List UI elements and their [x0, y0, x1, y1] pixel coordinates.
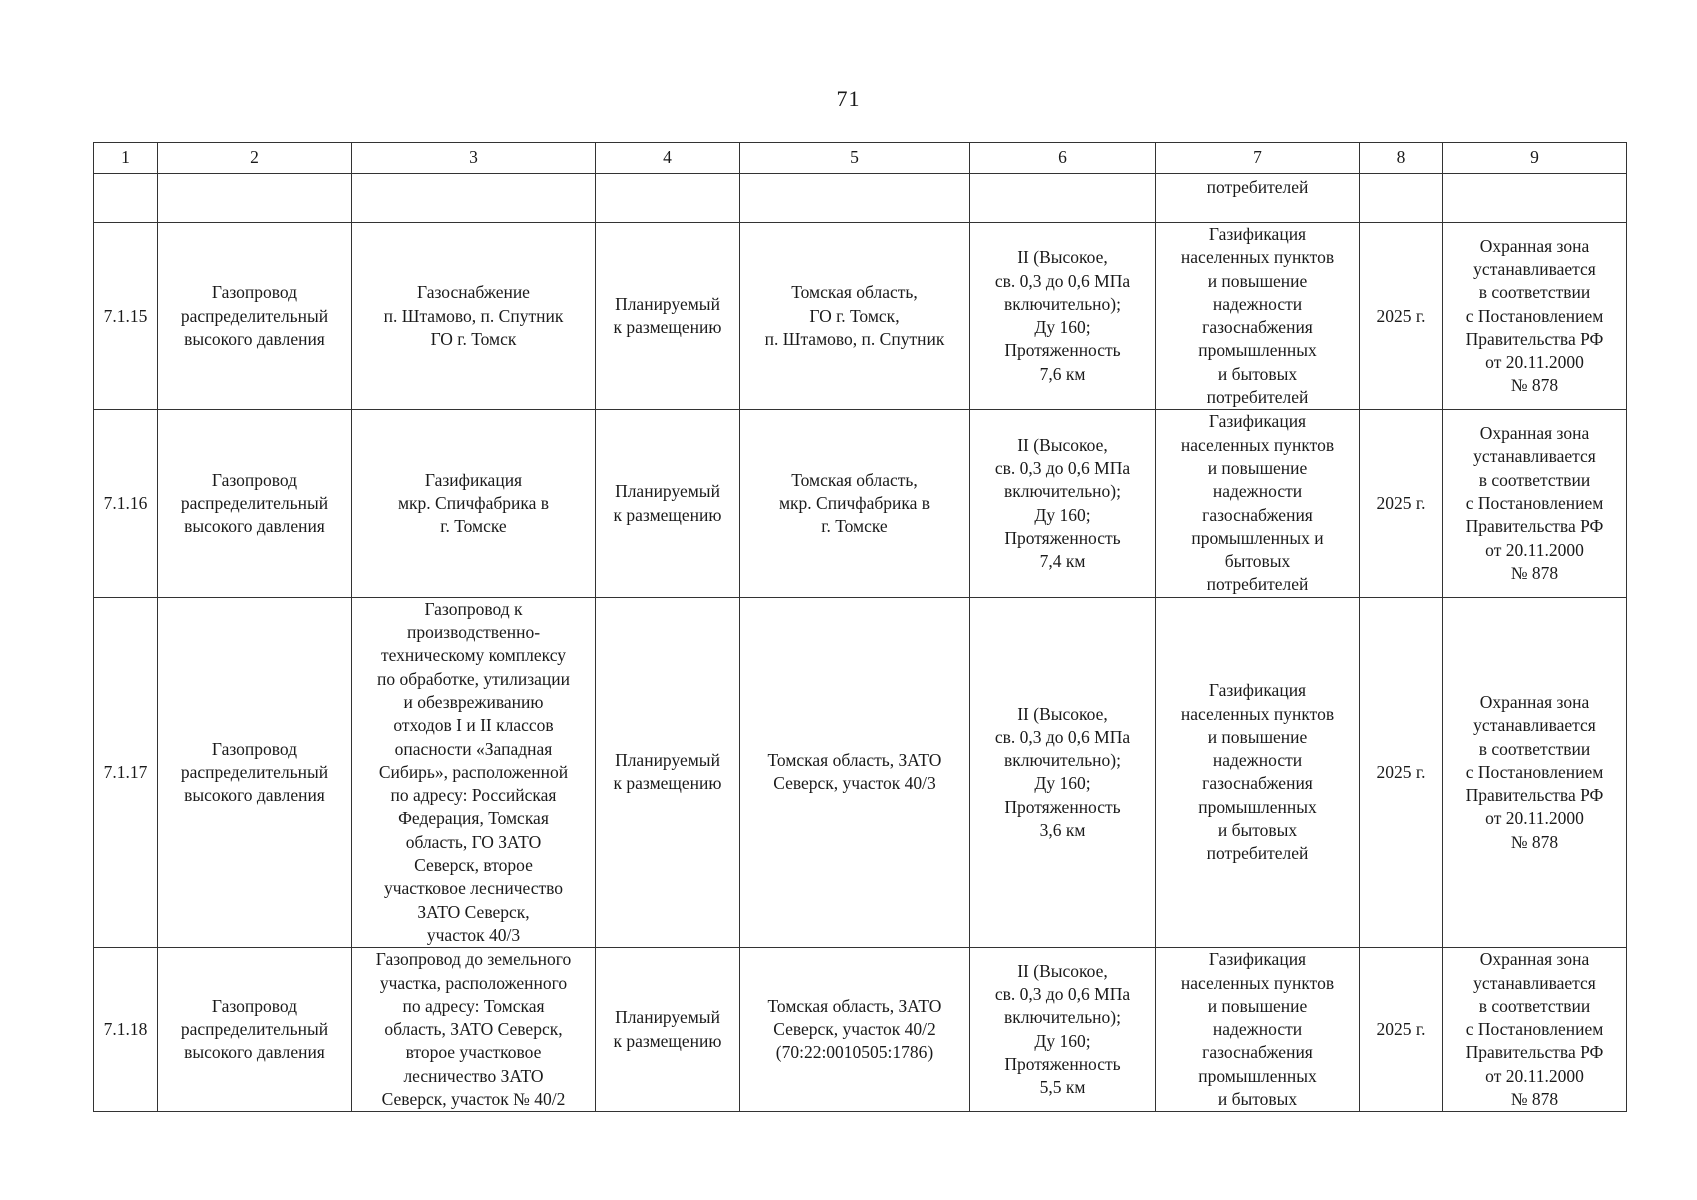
- cell-line: включительно);: [1003, 750, 1121, 771]
- cell-line: № 878: [1510, 831, 1559, 852]
- cell-line: г. Томске: [821, 516, 888, 537]
- cell-line: от 20.11.2000: [1485, 1065, 1584, 1086]
- cell-line: Газопровод: [211, 469, 298, 490]
- cell-line: п. Штамово, п. Спутник: [383, 305, 564, 326]
- cell-line: Протяженность: [1004, 1054, 1121, 1075]
- continuation-cell: [94, 174, 158, 223]
- cell-line: распределительный: [180, 305, 329, 326]
- cell-line: св. 0,3 до 0,6 МПа: [994, 726, 1131, 747]
- cell-line: высокого давления: [184, 516, 325, 537]
- cell-line: Газопровод до земельного: [375, 949, 572, 970]
- row-id-cell: [94, 410, 158, 597]
- cell-line: включительно);: [1003, 293, 1121, 314]
- cell-line: к размещению: [613, 773, 722, 794]
- cell-line: и повышение: [1207, 726, 1308, 747]
- cell-line: промышленных: [1198, 340, 1317, 361]
- cell-line: газоснабжения: [1202, 504, 1313, 525]
- cell-line: 7,4 км: [1039, 551, 1086, 572]
- continuation-cell: [740, 174, 970, 223]
- location-cell: [740, 948, 970, 1112]
- cell-line: Протяженность: [1004, 796, 1121, 817]
- cell-line: св. 0,3 до 0,6 МПа: [994, 457, 1131, 478]
- cell-line: потребителей: [1206, 843, 1309, 864]
- cell-line: п. Штамово, п. Спутник: [764, 328, 945, 349]
- cell-line: II (Высокое,: [1017, 434, 1108, 455]
- cell-line: Планируемый: [615, 1007, 720, 1028]
- cell-line: 3,6 км: [1039, 820, 1086, 841]
- row-id-cell: [94, 223, 158, 410]
- cell-line: в соответствии: [1478, 738, 1591, 759]
- object-name-cell: [158, 410, 352, 597]
- cell-line: и повышение: [1207, 270, 1308, 291]
- cell-line: опасности «Западная: [394, 738, 553, 759]
- cell-line: надежности: [1212, 750, 1303, 771]
- cell-line: II (Высокое,: [1017, 703, 1108, 724]
- cell-line: потребителей: [1206, 574, 1309, 595]
- cell-line: населенных пунктов: [1180, 972, 1335, 993]
- year-cell: [1360, 410, 1443, 597]
- continuation-cell: [970, 174, 1156, 223]
- cell-line: № 878: [1510, 375, 1559, 396]
- cell-line: Правительства РФ: [1465, 1042, 1604, 1063]
- reason-cell: [1156, 597, 1360, 947]
- cell-line: устанавливается: [1473, 258, 1596, 279]
- cell-line: Северск, второе: [414, 855, 533, 876]
- cell-line: Газопровод: [211, 282, 298, 303]
- cell-line: Северск, участок 40/3: [773, 773, 936, 794]
- status-cell: [596, 948, 740, 1112]
- specs-cell: [970, 597, 1156, 947]
- cell-line: II (Высокое,: [1017, 960, 1108, 981]
- cell-line: с Постановлением: [1465, 305, 1604, 326]
- cell-line: 7.1.18: [103, 1019, 148, 1040]
- column-number-row: [94, 143, 1627, 174]
- cell-line: потребителей: [1206, 177, 1309, 197]
- cell-line: высокого давления: [184, 785, 325, 806]
- cell-line: г. Томске: [440, 516, 507, 537]
- cell-line: бытовых: [1224, 551, 1291, 572]
- cell-line: промышленных: [1198, 796, 1317, 817]
- cell-line: распределительный: [180, 492, 329, 513]
- cell-line: 2025 г.: [1376, 305, 1426, 326]
- cell-line: устанавливается: [1473, 715, 1596, 736]
- cell-line: Ду 160;: [1034, 773, 1091, 794]
- column-number-cell: 4: [596, 143, 740, 174]
- cell-line: Газификация: [1208, 411, 1307, 432]
- cell-line: Газопровод к: [424, 598, 523, 619]
- continuation-row: [94, 174, 1627, 223]
- cell-line: св. 0,3 до 0,6 МПа: [994, 984, 1131, 1005]
- status-cell: [596, 410, 740, 597]
- facilities-table: [93, 142, 1627, 1112]
- cell-line: № 878: [1510, 1088, 1559, 1109]
- table-row: [94, 948, 1627, 1112]
- cell-line: Газопровод: [211, 995, 298, 1016]
- cell-line: Ду 160;: [1034, 317, 1091, 338]
- cell-line: от 20.11.2000: [1485, 352, 1584, 373]
- cell-line: 7.1.15: [103, 305, 148, 326]
- specs-cell: [970, 410, 1156, 597]
- cell-line: надежности: [1212, 293, 1303, 314]
- cell-line: Правительства РФ: [1465, 328, 1604, 349]
- protection-zone-cell: [1443, 410, 1627, 597]
- cell-line: Томская область, ЗАТО: [767, 995, 942, 1016]
- continuation-cell: [1443, 174, 1627, 223]
- location-cell: [740, 410, 970, 597]
- column-number-cell: 1: [94, 143, 158, 174]
- cell-line: св. 0,3 до 0,6 МПа: [994, 270, 1131, 291]
- year-cell: [1360, 223, 1443, 410]
- cell-line: Газопровод: [211, 738, 298, 759]
- reason-cell: [1156, 948, 1360, 1112]
- cell-line: область, ЗАТО Северск,: [384, 1019, 563, 1040]
- cell-line: Северск, участок № 40/2: [381, 1088, 566, 1109]
- cell-line: потребителей: [1206, 387, 1309, 408]
- continuation-cell: [1360, 174, 1443, 223]
- cell-line: второе участковое: [405, 1042, 542, 1063]
- cell-line: Охранная зона: [1479, 949, 1590, 970]
- cell-line: и бытовых: [1217, 820, 1298, 841]
- protection-zone-cell: [1443, 948, 1627, 1112]
- cell-line: отходов I и II классов: [393, 715, 554, 736]
- cell-line: с Постановлением: [1465, 492, 1604, 513]
- cell-line: к размещению: [613, 504, 722, 525]
- cell-line: от 20.11.2000: [1485, 808, 1584, 829]
- cell-line: и повышение: [1207, 457, 1308, 478]
- cell-line: по адресу: Российская: [390, 785, 557, 806]
- status-cell: [596, 223, 740, 410]
- cell-line: устанавливается: [1473, 446, 1596, 467]
- cell-line: мкр. Спичфабрика в: [397, 492, 550, 513]
- year-cell: [1360, 948, 1443, 1112]
- cell-line: 7,6 км: [1039, 363, 1086, 384]
- cell-line: участок 40/3: [426, 924, 521, 945]
- cell-line: 2025 г.: [1376, 492, 1426, 513]
- cell-line: включительно);: [1003, 481, 1121, 502]
- cell-line: устанавливается: [1473, 972, 1596, 993]
- cell-line: и бытовых: [1217, 363, 1298, 384]
- year-cell: [1360, 597, 1443, 947]
- cell-line: населенных пунктов: [1180, 247, 1335, 268]
- cell-line: и обезвреживанию: [403, 691, 544, 712]
- protection-zone-cell: [1443, 597, 1627, 947]
- cell-line: Газификация: [1208, 224, 1307, 244]
- cell-line: к размещению: [613, 1030, 722, 1051]
- cell-line: промышленных и: [1191, 527, 1324, 548]
- table-row: [94, 410, 1627, 597]
- cell-line: надежности: [1212, 1019, 1303, 1040]
- row-id-cell: [94, 597, 158, 947]
- column-number-cell: 8: [1360, 143, 1443, 174]
- cell-line: техническому комплексу: [381, 645, 566, 666]
- purpose-cell: [352, 410, 596, 597]
- cell-line: мкр. Спичфабрика в: [778, 492, 931, 513]
- cell-line: населенных пунктов: [1180, 434, 1335, 455]
- protection-zone-cell: [1443, 223, 1627, 410]
- cell-line: высокого давления: [184, 328, 325, 349]
- column-number-cell: 9: [1443, 143, 1627, 174]
- cell-line: Томская область,: [791, 282, 918, 303]
- cell-line: 5,5 км: [1039, 1077, 1086, 1098]
- cell-line: в соответствии: [1478, 282, 1591, 303]
- cell-line: Северск, участок 40/2: [773, 1019, 936, 1040]
- cell-line: Томская область,: [791, 469, 918, 490]
- cell-line: распределительный: [180, 1019, 329, 1040]
- cell-line: газоснабжения: [1202, 773, 1313, 794]
- cell-line: распределительный: [180, 761, 329, 782]
- object-name-cell: [158, 597, 352, 947]
- cell-line: Планируемый: [615, 750, 720, 771]
- cell-line: область, ГО ЗАТО: [405, 831, 542, 852]
- cell-line: 2025 г.: [1376, 1019, 1426, 1040]
- cell-line: Охранная зона: [1479, 423, 1590, 444]
- purpose-cell: [352, 597, 596, 947]
- cell-line: населенных пунктов: [1180, 703, 1335, 724]
- cell-line: участковое лесничество: [383, 878, 564, 899]
- object-name-cell: [158, 948, 352, 1112]
- cell-line: II (Высокое,: [1017, 247, 1108, 268]
- cell-line: № 878: [1510, 562, 1559, 583]
- column-number-cell: 6: [970, 143, 1156, 174]
- location-cell: [740, 597, 970, 947]
- reason-cell: [1156, 223, 1360, 410]
- cell-line: по обработке, утилизации: [377, 668, 570, 689]
- cell-line: 7.1.17: [103, 761, 148, 782]
- cell-line: 2025 г.: [1376, 761, 1426, 782]
- purpose-cell: [352, 948, 596, 1112]
- location-cell: [740, 223, 970, 410]
- cell-line: включительно);: [1003, 1007, 1121, 1028]
- cell-line: в соответствии: [1478, 995, 1591, 1016]
- cell-line: Планируемый: [615, 481, 720, 502]
- object-name-cell: [158, 223, 352, 410]
- cell-line: Томская область, ЗАТО: [767, 750, 942, 771]
- cell-line: с Постановлением: [1465, 761, 1604, 782]
- cell-line: Газоснабжение: [417, 282, 530, 303]
- cell-line: Правительства РФ: [1465, 516, 1604, 537]
- cell-line: Планируемый: [615, 293, 720, 314]
- cell-line: газоснабжения: [1202, 317, 1313, 338]
- column-number-cell: 3: [352, 143, 596, 174]
- cell-line: ГО г. Томск,: [809, 305, 900, 326]
- cell-line: Правительства РФ: [1465, 785, 1604, 806]
- cell-line: ГО г. Томск: [430, 328, 517, 349]
- cell-line: Сибирь», расположенной: [378, 761, 569, 782]
- cell-line: Охранная зона: [1479, 235, 1590, 256]
- cell-line: (70:22:0010505:1786): [775, 1042, 934, 1063]
- cell-line: промышленных: [1198, 1065, 1317, 1086]
- row-id-cell: [94, 948, 158, 1112]
- status-cell: [596, 597, 740, 947]
- cell-line: по адресу: Томская: [402, 995, 545, 1016]
- cell-line: Протяженность: [1004, 527, 1121, 548]
- column-number-cell: 7: [1156, 143, 1360, 174]
- cell-line: участка, расположенного: [379, 972, 568, 993]
- continuation-cell: [158, 174, 352, 223]
- cell-line: Протяженность: [1004, 340, 1121, 361]
- cell-line: высокого давления: [184, 1042, 325, 1063]
- cell-line: и повышение: [1207, 995, 1308, 1016]
- purpose-cell: [352, 223, 596, 410]
- cell-line: ЗАТО Северск,: [417, 901, 530, 922]
- cell-line: от 20.11.2000: [1485, 539, 1584, 560]
- continuation-purpose-cell: [1156, 174, 1360, 223]
- continuation-cell: [596, 174, 740, 223]
- cell-line: и бытовых: [1217, 1088, 1298, 1109]
- cell-line: 7.1.16: [103, 492, 148, 513]
- table-row: [94, 223, 1627, 410]
- column-number-cell: 2: [158, 143, 352, 174]
- cell-line: Охранная зона: [1479, 691, 1590, 712]
- cell-line: лесничество ЗАТО: [403, 1065, 544, 1086]
- table-row: [94, 597, 1627, 947]
- cell-line: Федерация, Томская: [398, 808, 549, 829]
- cell-line: Газификация: [1208, 680, 1307, 701]
- cell-line: газоснабжения: [1202, 1042, 1313, 1063]
- cell-line: надежности: [1212, 481, 1303, 502]
- column-number-cell: 5: [740, 143, 970, 174]
- cell-line: с Постановлением: [1465, 1019, 1604, 1040]
- cell-line: Ду 160;: [1034, 504, 1091, 525]
- specs-cell: [970, 948, 1156, 1112]
- cell-line: к размещению: [613, 317, 722, 338]
- cell-line: в соответствии: [1478, 469, 1591, 490]
- cell-line: Ду 160;: [1034, 1030, 1091, 1051]
- reason-cell: [1156, 410, 1360, 597]
- cell-line: Газификация: [1208, 949, 1307, 970]
- continuation-cell: [352, 174, 596, 223]
- specs-cell: [970, 223, 1156, 410]
- cell-line: Газификация: [424, 469, 523, 490]
- page-number: 71: [836, 86, 861, 111]
- cell-line: производственно-: [406, 622, 541, 643]
